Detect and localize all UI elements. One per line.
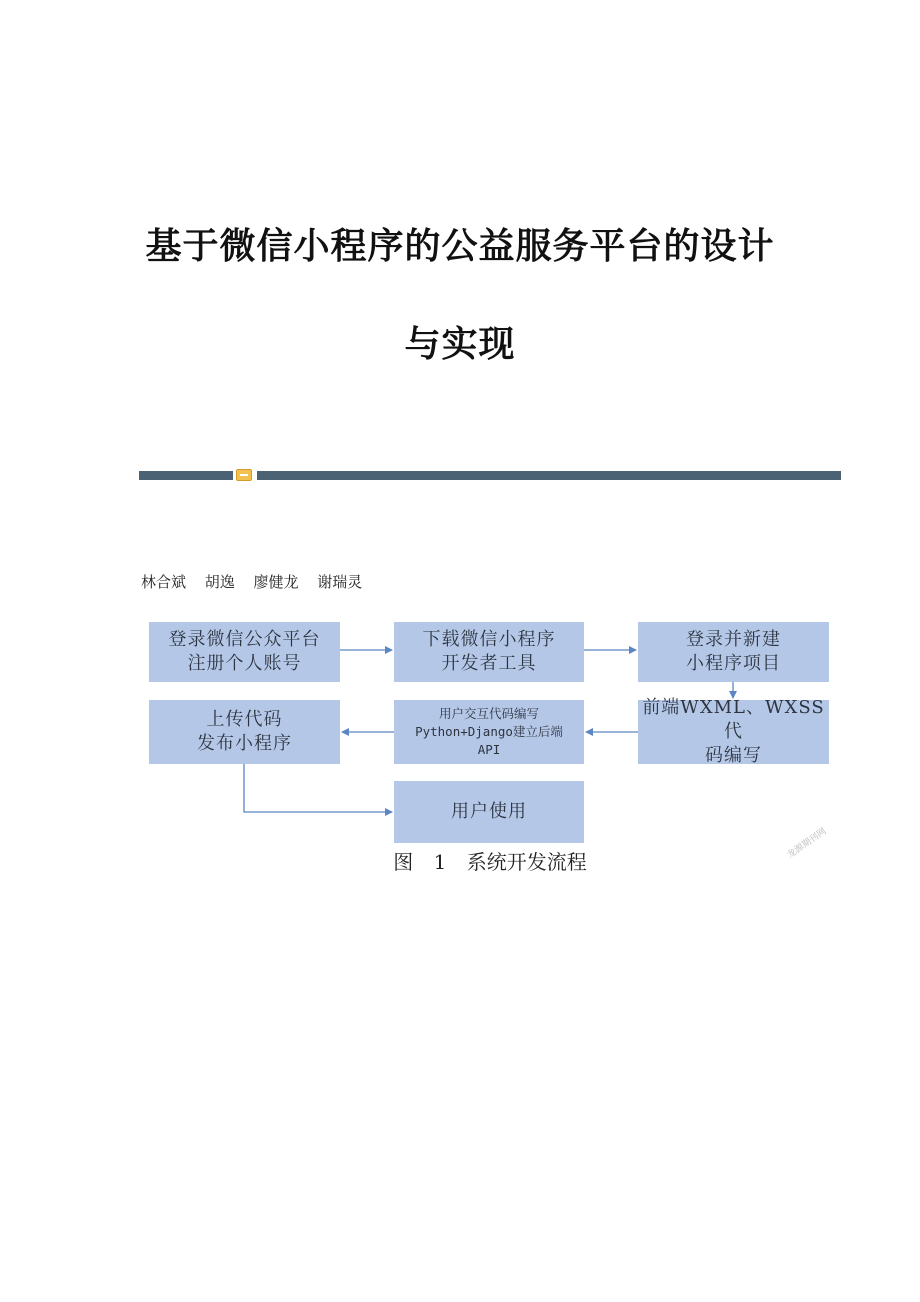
flow-step-register: 登录微信公众平台 注册个人账号: [149, 622, 340, 682]
watermark-text: 龙源期刊网: [785, 826, 829, 861]
flow-step-backend: 用户交互代码编写 Python+Django建立后端 API: [394, 700, 584, 764]
paper-authors: 林合斌 胡逸 廖健龙 谢瑞灵: [141, 573, 363, 591]
paper-title-line-1: 基于微信小程序的公益服务平台的设计: [145, 225, 775, 267]
flow-step-frontend: 前端WXML、WXSS代 码编写: [638, 700, 829, 764]
flow-step-download-tools: 下载微信小程序 开发者工具: [394, 622, 584, 682]
paper-title-line-2: 与实现: [404, 323, 516, 365]
figure-caption: 图 1 系统开发流程: [393, 850, 587, 874]
flow-step-user-usage: 用户使用: [394, 781, 584, 843]
arrow-6-to-7: [244, 764, 392, 812]
flow-step-publish: 上传代码 发布小程序: [149, 700, 340, 764]
flow-step-new-project: 登录并新建 小程序项目: [638, 622, 829, 682]
